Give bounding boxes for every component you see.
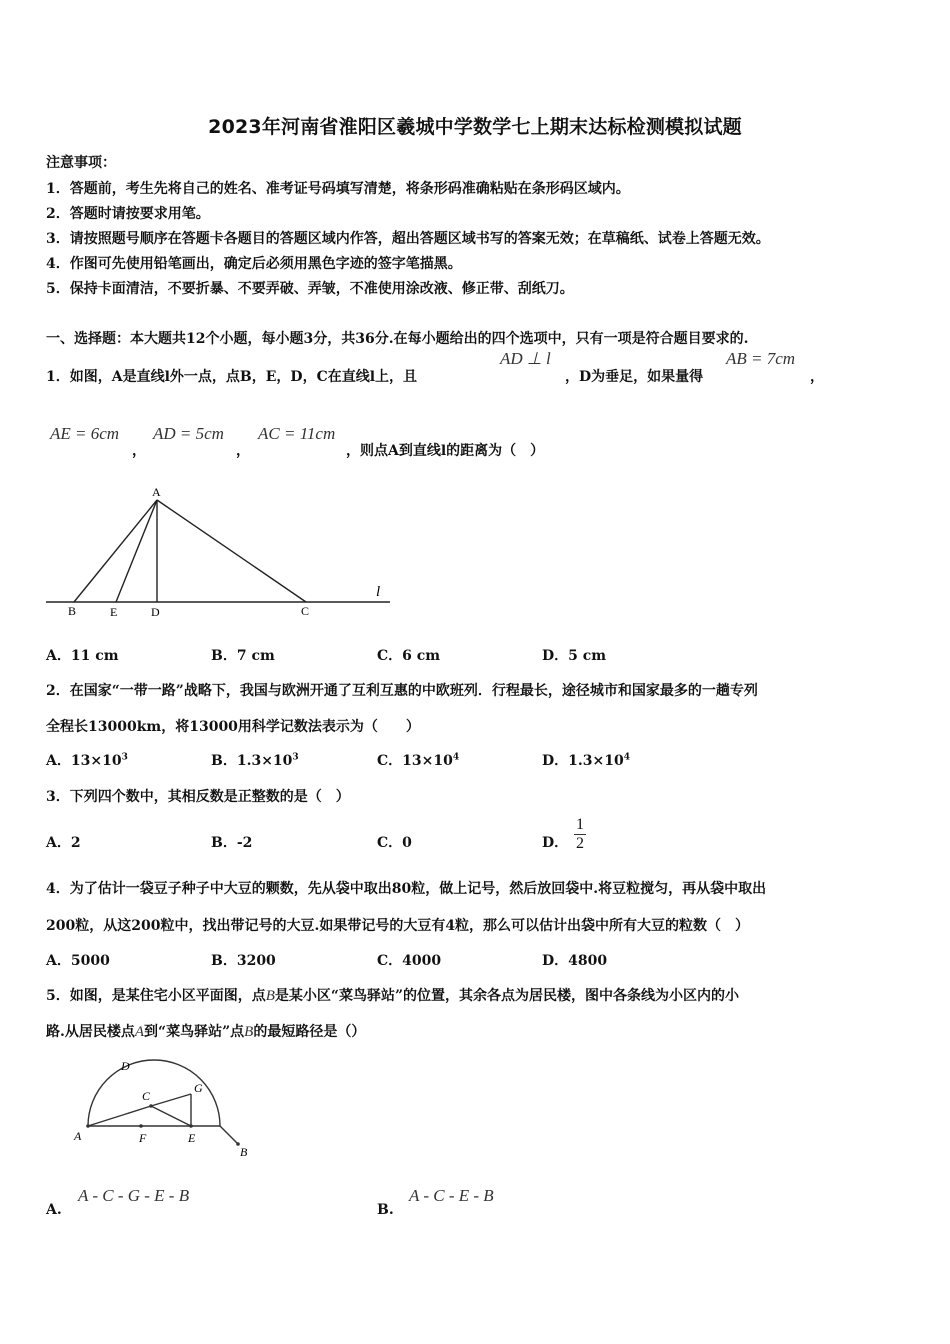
path-e-b — [220, 1126, 238, 1144]
q4-line-1: 4．为了估计一袋豆子种子中大豆的颗数，先从袋中取出80粒，做上记号，然后放回袋中.将豆粒搅匀，再从袋中取出 — [46, 881, 767, 897]
q5-line-2-a: 路.从居民楼点 — [46, 1024, 135, 1040]
point-c — [149, 1104, 153, 1108]
q2-option-b-exponent: 3 — [292, 752, 299, 763]
segment-ac — [157, 500, 306, 602]
q1-math-ad-perp-l: AD ⊥ l — [500, 349, 551, 368]
q3-option-d[interactable]: D． — [542, 835, 569, 851]
q5-option-b-label[interactable]: B. — [377, 1202, 394, 1218]
label-f: F — [139, 1131, 147, 1145]
notice-item-1: 1．答题前，考生先将自己的姓名、准考证号码填写清楚，将条形码准确粘贴在条形码区域内。 — [46, 181, 630, 197]
q1-option-d[interactable]: D．5 cm — [542, 648, 607, 664]
q2-option-d-base: D．1.3×10 — [542, 753, 624, 769]
q2-option-c[interactable] — [377, 750, 459, 770]
q1-option-a[interactable]: A．11 cm — [46, 648, 119, 664]
q5-line-1-b: 是某小区“菜鸟驿站”的位置，其余各点为居民楼，图中各条线为小区内的小 — [274, 988, 740, 1004]
q1-sep-2: ， — [236, 443, 250, 459]
path-a-c — [88, 1106, 151, 1126]
fraction-numerator: 1 — [576, 816, 584, 833]
q5-option-a-label[interactable]: A. — [46, 1202, 62, 1218]
q1-math-ae: AE = 6cm — [50, 424, 120, 443]
q1-math-ad: AD = 5cm — [153, 424, 224, 443]
q1-math-ac: AC = 11cm — [258, 424, 336, 443]
point-a — [86, 1124, 90, 1128]
q3-option-c[interactable]: C．0 — [377, 835, 412, 851]
q1-option-c[interactable]: C．6 cm — [377, 648, 441, 664]
q1-text-part3: ， — [810, 369, 824, 385]
label-c: C — [301, 604, 310, 618]
q3-option-a[interactable]: A．2 — [46, 835, 81, 851]
label-a: A — [74, 1129, 82, 1143]
q4-line-2: 200粒，从这200粒中，找出带记号的大豆.如果带记号的大豆有4粒，那么可以估计出袋中所有大豆的粒数（ ） — [46, 918, 750, 934]
label-c: C — [142, 1089, 151, 1103]
notice-item-5: 5．保持卡面清洁，不要折暴、不要弄破、弄皱，不准使用涂改液、修正带、刮纸刀。 — [46, 281, 574, 297]
q2-option-a[interactable] — [46, 750, 128, 770]
q5-line-2 — [46, 1021, 365, 1041]
label-e: E — [110, 605, 118, 619]
q3-text: 3．下列四个数中，其相反数是正整数的是（ ） — [46, 789, 350, 805]
q5-map-figure — [66, 1052, 266, 1164]
point-e — [189, 1124, 193, 1128]
notice-item-2: 2．答题时请按要求用笔。 — [46, 206, 210, 222]
label-l: l — [376, 584, 381, 600]
q5-point-b-2: B — [244, 1024, 254, 1040]
q4-option-a[interactable]: A．5000 — [46, 953, 110, 969]
label-b: B — [240, 1145, 248, 1159]
q3-option-d-fraction — [574, 816, 586, 853]
q1-sep-1: ， — [132, 443, 146, 459]
label-a: A — [152, 485, 161, 499]
q2-option-c-base: C．13×10 — [377, 753, 453, 769]
q5-line-1 — [46, 985, 739, 1005]
q5-line-1-a: 5．如图，是某住宅小区平面图，点 — [46, 988, 266, 1004]
q2-line-2: 全程长13000km，将13000用科学记数法表示为（ ） — [46, 719, 420, 735]
q2-option-a-base: A．13×10 — [46, 753, 122, 769]
q5-point-b: B — [265, 988, 275, 1004]
q5-line-2-c: 的最短路径是（） — [253, 1024, 366, 1040]
q2-option-b[interactable] — [211, 750, 299, 770]
q4-option-b[interactable]: B．3200 — [211, 953, 276, 969]
q1-text-part1: 1．如图，A是直线l外一点，点B，E，D，C在直线l上，且 — [46, 369, 418, 385]
fraction-denominator: 2 — [576, 835, 584, 852]
q5-point-a: A — [134, 1024, 145, 1040]
q2-option-c-exponent: 4 — [452, 752, 460, 763]
path-c-e — [151, 1106, 191, 1126]
notice-heading: 注意事项： — [46, 155, 116, 171]
label-b: B — [68, 604, 77, 618]
label-g: G — [194, 1081, 203, 1095]
q3-option-b[interactable]: B．-2 — [211, 835, 253, 851]
q5-option-b-path[interactable]: A - C - E - B — [409, 1186, 494, 1205]
notice-item-4: 4．作图可先使用铅笔画出，确定后必须用黑色字迹的签字笔描黑。 — [46, 256, 462, 272]
section-heading: 一、选择题：本大题共12个小题，每小题3分，共36分.在每小题给出的四个选项中，只有一项是符合题目要求的. — [46, 331, 749, 347]
q2-option-b-base: B．1.3×10 — [211, 753, 293, 769]
q2-option-d-exponent: 4 — [623, 752, 630, 763]
segment-ae — [116, 500, 157, 602]
q4-option-d[interactable]: D．4800 — [542, 953, 608, 969]
label-d: D — [151, 605, 160, 619]
label-d: D — [121, 1059, 130, 1073]
q2-line-1: 2．在国家“一带一路”战略下，我国与欧洲开通了互利互惠的中欧班列．行程最长，途径城市和国家最多的一趟专列 — [46, 683, 758, 699]
q1-option-b[interactable]: B．7 cm — [211, 648, 275, 664]
q4-option-c[interactable]: C．4000 — [377, 953, 442, 969]
label-e: E — [188, 1131, 196, 1145]
segment-ab — [74, 500, 157, 602]
q5-option-a-path[interactable]: A - C - G - E - B — [78, 1186, 190, 1205]
q1-math-ab: AB = 7cm — [726, 349, 796, 368]
q1-text-part4: ，则点A到直线l的距离为（ ） — [346, 443, 545, 459]
notice-item-3: 3．请按照题号顺序在答题卡各题目的答题区域内作答，超出答题区域书写的答案无效；在草稿纸、试卷上答题无效。 — [46, 231, 770, 247]
q5-line-2-b: 到“菜鸟驿站”点 — [144, 1024, 245, 1040]
path-c-g — [151, 1094, 191, 1106]
q2-option-d[interactable] — [542, 750, 630, 770]
q2-option-a-exponent: 3 — [121, 752, 128, 763]
point-f — [139, 1124, 143, 1128]
q1-text-part2: ，D为垂足，如果量得 — [565, 369, 704, 385]
q1-triangle-figure — [40, 482, 400, 624]
page-title: 2023年河南省淮阳区羲城中学数学七上期末达标检测模拟试题 — [208, 116, 742, 138]
